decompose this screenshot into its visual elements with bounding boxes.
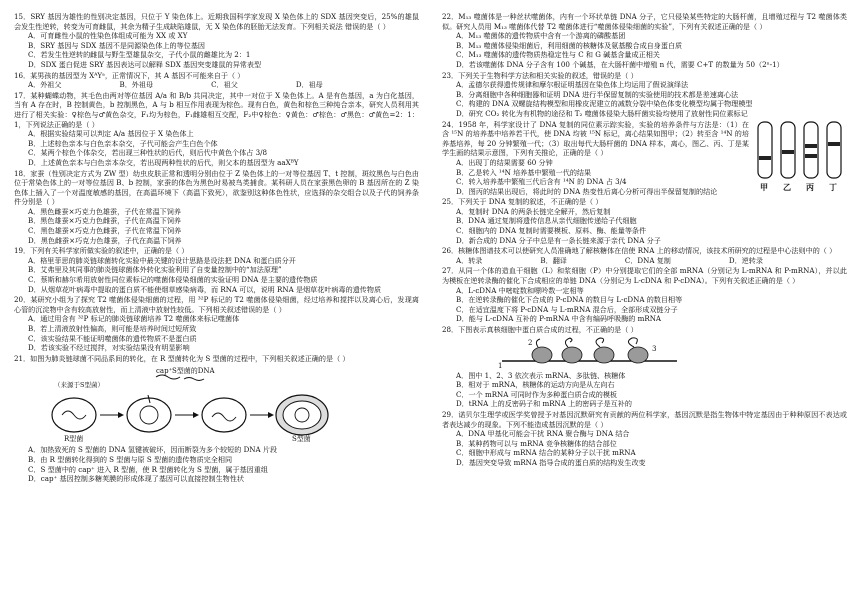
option-a[interactable]: A．外祖父 bbox=[28, 80, 62, 90]
option-a[interactable]: A．孟德尔获得遗传规律和摩尔根证明基因在染色体上均运用了假说演绎法 bbox=[456, 80, 689, 90]
source-label: （来源于S型菌） bbox=[54, 381, 104, 390]
question-stem: 16．某男孩的基因型为 XᴬYᵃ，正常情况下，其 A 基因不可能来自于（ ） bbox=[14, 70, 245, 80]
option-d[interactable]: D．图丙的结果出现后，将此时的 DNA 热变性后离心分析可得出半保留复制的结论 bbox=[456, 186, 718, 196]
option-a[interactable]: A．格里菲思的肺炎链球菌转化实验中最关键的设计思路是设法把 DNA 和蛋白质分开 bbox=[28, 255, 296, 265]
ribosome-2 bbox=[562, 338, 582, 363]
figure-label-3: 3 bbox=[652, 344, 657, 353]
question-stem: 21．如图为肺炎链球菌不同品系间的转化，在 R 型菌转化为 S 型菌的过程中，下列相关叙述正确的是（ ） bbox=[14, 353, 350, 363]
question-19 bbox=[14, 246, 419, 294]
option-a[interactable]: A．黑色雌蚕×巧克力色雄蚕，子代在常温下饲养 bbox=[28, 206, 181, 216]
option-d[interactable]: D．tRNA 上的反密码子和 mRNA 上的密码子是互补的 bbox=[456, 399, 632, 409]
option-c[interactable]: C．该实验结果不能证明噬菌体的遗传物质不是蛋白质 bbox=[28, 333, 197, 343]
tube-yi bbox=[781, 122, 795, 178]
option-c[interactable]: C．DNA 复制 bbox=[624, 255, 671, 265]
option-d[interactable]: D．能与 L-cDNA 互补的 P-mRNA 中含有编码呼吸酶的 mRNA bbox=[456, 314, 662, 324]
option-a[interactable]: A．复制时 DNA 的两条长链完全解开，然后复制 bbox=[456, 206, 611, 216]
option-a[interactable]: A．L-cDNA 中嘧啶数和嘌呤数一定相等 bbox=[456, 285, 584, 295]
question-stem: 29．诺贝尔生理学或医学奖曾授予对基因沉默研究有贡献的两位科学家，基因沉默是指生物体中特定基因由于种种原因不表达或者表达减少的现象。下列不能造成基因沉默的是（ ） bbox=[442, 409, 847, 429]
option-b[interactable]: B．翻译 bbox=[540, 255, 567, 265]
tube-label: 丙 bbox=[806, 181, 814, 192]
option-d[interactable]: D．从烟草花叶病毒中提取的蛋白质不能使烟草感染病毒，而 RNA 可以，说明 RNA 是烟草花叶病毒的遗传物质 bbox=[28, 284, 382, 294]
option-c[interactable]: C．细胞内的 DNA 复制时需要模板、原料、酶、能量等条件 bbox=[456, 226, 647, 236]
question-stem: 23．下列关于生物科学方法和相关实验的叙述，错误的是（ ） bbox=[442, 70, 638, 80]
right-column bbox=[442, 12, 847, 469]
question-21 bbox=[14, 354, 419, 484]
option-b[interactable]: B．相对于 mRNA，核糖体的运动方向是从左向右 bbox=[456, 380, 615, 390]
question-22 bbox=[442, 12, 847, 70]
question-24 bbox=[442, 120, 847, 197]
question-stem: 17．某种蝴蝶动物，其毛色由两对等位基因 A/a 和 B/b 共同决定，其中一对位于 X 染色体上。A 是有色基因，a 为白化基因，当有 A 存在时，B 控制黄色，b 控制黑色，A 与 b 相互作用表现为棕色。现有白色，黄色和棕色三种纯合亲本，研究人员利用其进行了相关实验：♀棕色与♂黄色杂交，F₁均为棕色，F₁雌雄相互交配，F₂中♀棕色：♀黄色：♂棕色：♂黑色：♂黄色=2：1：1，下列说法正确的是（ ） bbox=[14, 90, 419, 129]
question-stem: 25．下列关于 DNA 复制的叙述，不正确的是（ ） bbox=[442, 197, 603, 207]
option-b[interactable]: B．由 R 型菌转化得到的 S 型菌与原 S 型菌的遗传物质完全相同 bbox=[28, 454, 233, 464]
question-28 bbox=[442, 325, 847, 409]
tube-ding bbox=[827, 122, 841, 178]
tube-label: 乙 bbox=[783, 181, 791, 192]
option-a[interactable]: A．通过用含有 ³²P 标记的肺炎链球菌培养 T2 噬菌体来标记噬菌体 bbox=[28, 314, 240, 324]
option-c[interactable]: C．若发生性逆转的雌鼠与野生型雄鼠杂交，子代小鼠的雌雄比为 2：1 bbox=[28, 50, 251, 60]
option-c[interactable]: C．某两个棕色个体杂交，若出现三种性状的后代，则后代中黄色个体占 3/8 bbox=[28, 148, 268, 158]
option-a[interactable]: A．DNA 甲基化可能会干扰 RNA 聚合酶与 DNA 结合 bbox=[456, 429, 630, 439]
option-c[interactable]: C．祖父 bbox=[211, 80, 238, 90]
option-a[interactable]: A．图中 1、2、3 依次表示 mRNA、多肽链、核糖体 bbox=[456, 370, 626, 380]
question-stem: 24．1958 年，科学家设计了 DNA 复制的同位素示踪实验，实验的培养条件与方法是：（1）在含 ¹⁵N 的培养基中培养若干代，使 DNA 均被 ¹⁵N 标记，离心结果如图甲；（2）转至含 ¹⁴N 的培养基培养，每 20 分钟繁殖一代；（3）取出每代大肠杆菌的 DNA 样本，离心，图乙、丙、丁是某学生画的结果示意图，下列有关推论，正确的是（ ） bbox=[442, 119, 749, 158]
question-23 bbox=[442, 71, 847, 119]
option-b[interactable]: B．M₁₃ 噬菌体侵染细菌后，利用细菌的核糖体及氨基酸合成自身蛋白质 bbox=[456, 40, 683, 50]
option-c[interactable]: C．转入培养基中繁殖三代后含有 ¹⁴N 的 DNA 占 3/4 bbox=[456, 177, 627, 187]
question-stem: 28．下图表示真核细胞中蛋白质合成的过程，不正确的是（ ） bbox=[442, 325, 638, 334]
question-20 bbox=[14, 295, 419, 353]
option-d[interactable]: D．研究 CO₂ 转化为有机物的途径和 T₂ 噬菌体侵染大肠杆菌实验均使用了放射性同位素标记 bbox=[456, 108, 748, 118]
dna-label: S型菌的DNA bbox=[172, 367, 215, 376]
option-a[interactable]: A．M₁₃ 噬菌体的遗传物质中含有一个游离的磷酸基团 bbox=[456, 31, 626, 41]
option-c[interactable]: C．黑色雄蚕×巧克力色雌蚕，子代在常温下饲养 bbox=[28, 226, 182, 236]
option-c[interactable]: C．细胞中形成与 mRNA 结合的某种分子以干扰 mRNA bbox=[456, 448, 636, 458]
option-b[interactable]: B．某种药物可以与 mRNA 竞争核糖体的结合部位 bbox=[456, 438, 617, 448]
option-b[interactable]: B．上述棕色亲本与白色亲本杂交，子代可能会产生白色个体 bbox=[28, 138, 218, 148]
tube-bing bbox=[804, 122, 818, 178]
question-stem: 20．某研究小组为了探究 T2 噬菌体侵染细菌的过程，用 ³²P 标记的 T2 噬菌体侵染细菌，经过培养和搅拌以及离心后，发现离心管的沉淀物中含有较高放射性，而上清液中放射性较低。下列相关叙述错误的是（ ） bbox=[14, 295, 419, 314]
centrifuge-tubes-figure bbox=[755, 120, 847, 194]
option-b[interactable]: B．DNA 通过复制将遗传信息从亲代细胞传递给子代细胞 bbox=[456, 216, 637, 226]
question-25 bbox=[442, 197, 847, 245]
option-d[interactable]: D．基因突变导致 mRNA 指导合成的蛋白质的结构发生改变 bbox=[456, 457, 646, 467]
r-cell-label: R型菌 bbox=[64, 435, 84, 444]
options-row bbox=[14, 80, 419, 90]
option-a[interactable]: A．转录 bbox=[456, 255, 483, 265]
question-16 bbox=[14, 71, 419, 90]
option-b[interactable]: B．外祖母 bbox=[119, 80, 154, 90]
option-c[interactable]: C．一个 mRNA 可同时作为多种蛋白质合成的模板 bbox=[456, 389, 618, 399]
left-column bbox=[14, 12, 419, 485]
option-b[interactable]: B．黑色雄蚕×巧克力色雌蚕，子代在高温下饲养 bbox=[28, 216, 182, 226]
option-b[interactable]: B．在逆转录酶的催化下合成的 P-cDNA 的数目与 L-cDNA 的数目相等 bbox=[456, 295, 683, 305]
tube-label: 丁 bbox=[829, 181, 837, 192]
figure-label-1: 1 bbox=[498, 361, 503, 369]
option-a[interactable]: A．可育雌性小鼠的性染色体组成可能为 XX 或 XY bbox=[28, 31, 188, 41]
option-c[interactable]: C．M₁₃ 噬菌体的遗传物质热稳定性与 C 和 G 碱基含量成正相关 bbox=[456, 50, 660, 60]
option-b[interactable]: B．SRY 基因与 SDX 基因不是同源染色体上的等位基因 bbox=[28, 40, 206, 50]
ribosome-1 bbox=[532, 339, 552, 363]
option-b[interactable]: B．若上清液放射性偏高，则可能是培养时间过短所致 bbox=[28, 324, 197, 333]
option-c[interactable]: C．构建的 DNA 双螺旋结构模型和用橡皮泥建立的减数分裂中染色体变化模型均属于物理模型 bbox=[456, 99, 753, 109]
option-d[interactable]: D．黑色雌蚕×巧克力色雄蚕，子代在高温下饲养 bbox=[28, 235, 182, 245]
ribosome-3 bbox=[594, 338, 614, 363]
figure-label-2: 2 bbox=[528, 338, 533, 347]
option-d[interactable]: D．新合成的 DNA 分子中总是有一条长链来源于亲代 DNA 分子 bbox=[456, 235, 661, 245]
option-b[interactable]: B．乙是转入 ¹⁴N 培养基中繁殖一代的结果 bbox=[456, 167, 592, 177]
tube-label: 甲 bbox=[760, 181, 768, 192]
question-stem: 19．下列有关科学家所做实验的叙述中，正确的是（ ） bbox=[14, 246, 189, 256]
option-b[interactable]: B．艾弗里及其同事的肺炎链球菌体外转化实验利用了自变量控制中的“加法原理” bbox=[28, 265, 282, 275]
s-cell-label: S型菌 bbox=[292, 435, 311, 444]
question-18 bbox=[14, 169, 419, 246]
question-29 bbox=[442, 410, 847, 468]
ribosome-4 bbox=[628, 337, 648, 362]
option-d[interactable]: D．cap⁺ 基因控制多糖荚膜的形成体现了基因可以直接控制生物性状 bbox=[28, 474, 244, 484]
question-stem: 26．核糖体图谱技术可以使研究人员准确地了解核糖体在信使 RNA 上的移动情况，该技术所研究的过程是中心法则中的（ ） bbox=[442, 246, 837, 256]
tube-jia bbox=[758, 122, 772, 178]
question-17 bbox=[14, 91, 419, 168]
question-26 bbox=[442, 246, 847, 265]
question-27 bbox=[442, 266, 847, 324]
option-d[interactable]: D．逆转录 bbox=[728, 255, 763, 265]
option-b[interactable]: B．分离细胞中各种细胞器和证明 DNA 进行半保留复制的实验使用的技术都是差速离心法 bbox=[456, 89, 739, 99]
question-stem: 22．M₁₃ 噬菌体是一种丝状噬菌体，内有一个环状单链 DNA 分子，它只侵染某些特定的大肠杆菌，且增殖过程与 T2 噬菌体类似。研究人员用 M₁₃ 噬菌体代替 T2 噬菌体进行“噬菌体侵染细菌的实验”，下列有关叙述正确的是（ ） bbox=[442, 12, 847, 31]
option-c[interactable]: C．S 型菌中的 cap⁺ 进入 R 型菌，使 R 型菌转化为 S 型菌，属于基因重组 bbox=[28, 464, 268, 474]
translation-figure bbox=[472, 337, 682, 369]
question-15 bbox=[14, 12, 419, 70]
cap-label: cap⁺ bbox=[156, 367, 173, 376]
option-d[interactable]: D．上述黄色亲本与白色亲本杂交，若出现两种性状的后代，则父本的基因型为 aaXᴮY bbox=[28, 157, 299, 167]
option-d[interactable]: D．若该实验不经过搅拌，对实验结果没有明显影响 bbox=[28, 343, 190, 353]
option-a[interactable]: A．根据实验结果可以判定 A/a 基因位于 X 染色体上 bbox=[28, 129, 194, 139]
option-d[interactable]: D．SDX 蛋白促进 SRY 基因表达可以解释 SDX 基因突变雄鼠的异常表型 bbox=[28, 59, 262, 69]
option-a[interactable]: A．出现丁的结果需要 60 分钟 bbox=[456, 157, 553, 167]
option-d[interactable]: D．祖母 bbox=[295, 80, 323, 90]
option-a[interactable]: A．加热致死的 S 型菌的 DNA 氢键被破坏，因而断裂为多个较短的 DNA 片段 bbox=[28, 445, 278, 455]
question-stem: 27．从同一个体的造血干细胞（L）和浆细胞（P）中分别提取它们的全部 mRNA（分别记为 L-mRNA 和 P-mRNA），并以此为模板在逆转录酶的催化下合成相应的单链 DNA（分别记为 L-cDNA 和 P-cDNA）。下列有关叙述正确的是（ ） bbox=[442, 266, 847, 286]
option-c[interactable]: C．蔡斯和赫尔希用放射性同位素标记的噬菌体侵染细菌的实验证明 DNA 是主要的遗传物质 bbox=[28, 275, 318, 285]
options-row bbox=[442, 256, 847, 266]
question-stem: 18．家蚕（性别决定方式为 ZW 型）幼虫皮肤正常和透明分别由位于 Z 染色体上的一对等位基因 T、t 控制，斑纹黑色与白色由位于常染色体上的一对等位基因 B、b 控制，家蚕的体色为黑色时易被鸟类捕食。某科研人员在家蚕黑色卵的 B 基因所在的 Z 染色体上插入了一个对温度敏感的基因，在高温环境下（高温下致死），欲鉴别这种体色性状，应选择的杂交组合以及子代的饲养条件分别是（ ） bbox=[14, 168, 419, 207]
bacteria-transformation-figure bbox=[44, 365, 344, 443]
option-d[interactable]: D．若该噬菌体 DNA 分子含有 100 个碱基，在大肠杆菌中增殖 n 代，需要 C+T 的数量为 50（2ⁿ-1） bbox=[456, 59, 784, 69]
option-c[interactable]: C．在适宜温度下将 P-cDNA 与 L-mRNA 混合后，全部形成双链分子 bbox=[456, 304, 678, 314]
question-stem: 15．SRY 基因为雄性的性别决定基因，只位于 Y 染色体上。近期我国科学家发现 X 染色体上的 SDX 基因突变后，25%的雄鼠会发生性逆转，转变为可育雌鼠，其余为精子生成缺陷雄鼠，无 X 染色体的胚胎无法发育。下列相关说法 错误的是（ ） bbox=[14, 12, 419, 31]
